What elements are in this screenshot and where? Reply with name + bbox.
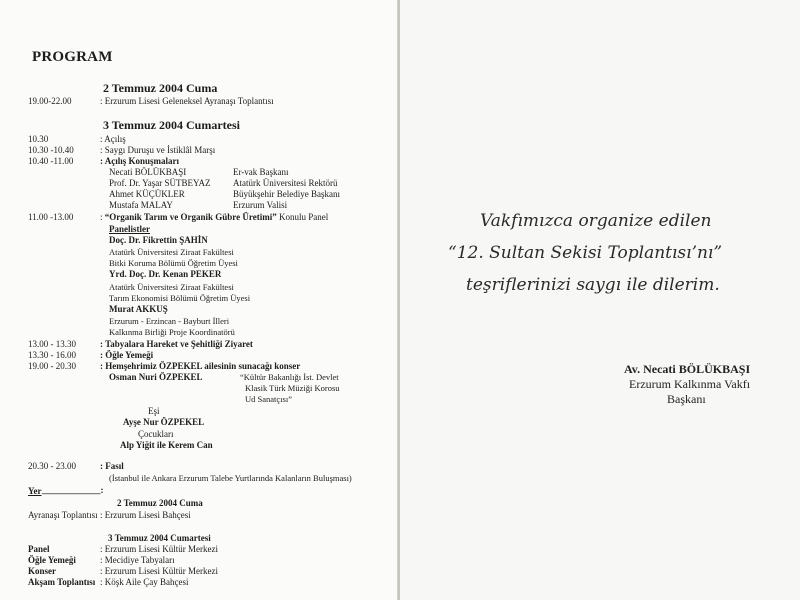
- schedule-time: 11.00 -13.00: [28, 212, 74, 222]
- schedule-event: : Açılış: [100, 134, 126, 144]
- signature-org: Erzurum Kalkınma Vakfı: [629, 377, 751, 391]
- speaker-role: Erzurum Valisi: [233, 200, 288, 210]
- panelist-name: Doç. Dr. Fikrettin ŞAHİN: [109, 235, 208, 245]
- speaker-role: Büyükşehir Belediye Başkanı: [233, 189, 340, 199]
- program-panel: [0, 0, 398, 600]
- schedule-event: : Öğle Yemeği: [100, 350, 154, 360]
- venue-place: : Erzurum Lisesi Kültür Merkezi: [100, 544, 218, 554]
- performer-name: Osman Nuri ÖZPEKEL: [109, 372, 203, 382]
- schedule-time: 13.30 - 16.00: [28, 350, 76, 360]
- children-label: Çocukları: [138, 429, 174, 439]
- schedule-event: : Tabyalara Hareket ve Şehitliği Ziyaret: [100, 339, 253, 349]
- venue-event: Panel: [28, 544, 50, 554]
- venue-event: Öğle Yemeği: [28, 555, 76, 565]
- venue-place: : Erzurum Lisesi Bahçesi: [100, 510, 191, 520]
- schedule-time: 10.30 -10.40: [28, 145, 74, 155]
- invitation-line-3: teşriflerinizi saygı ile dilerim.: [466, 275, 720, 295]
- venue-event: Akşam Toplantısı: [28, 577, 96, 587]
- panelist-detail: Atatürk Üniversitesi Ziraat Fakültesi: [109, 247, 234, 257]
- panelist-name: Yrd. Doç. Dr. Kenan PEKER: [109, 269, 222, 279]
- venue-day1-header: 2 Temmuz 2004 Cuma: [117, 498, 203, 508]
- panelist-detail: Kalkınma Birliği Proje Koordinatörü: [109, 327, 235, 337]
- schedule-time: 13.00 - 13.30: [28, 339, 76, 349]
- panelists-label: Panelistler: [109, 224, 150, 234]
- signature-name: Av. Necati BÖLÜKBAŞI: [624, 362, 751, 376]
- panelist-detail: Bitki Koruma Bölümü Öğretim Üyesi: [109, 258, 238, 268]
- day2-header: 3 Temmuz 2004 Cumartesi: [103, 118, 240, 132]
- day1-event: : Erzurum Lisesi Geleneksel Ayranaşı Toplantısı: [100, 96, 274, 106]
- schedule-time: 10.30: [28, 134, 49, 144]
- day1-header: 2 Temmuz 2004 Cuma: [103, 81, 218, 95]
- speaker-name: Prof. Dr. Yaşar SÜTBEYAZ: [109, 178, 211, 188]
- speaker-name: Ahmet KÜÇÜKLER: [109, 189, 185, 199]
- invitation-line-1: Vakfımızca organize edilen: [480, 211, 712, 231]
- venue-label: Yer: [28, 486, 42, 496]
- fasil-note: (İstanbul ile Ankara Erzurum Talebe Yurtlarında Kalanların Buluşması): [109, 473, 352, 483]
- venue-event: Konser: [28, 566, 56, 576]
- schedule-event: : Fasıl: [100, 461, 124, 471]
- venue-label-line: _____________:: [42, 485, 104, 495]
- speaker-role: Atatürk Üniversitesi Rektörü: [233, 178, 338, 188]
- schedule-time: 10.40 -11.00: [28, 156, 74, 166]
- panelist-name: Murat AKKUŞ: [109, 304, 168, 314]
- speaker-name: Mustafa MALAY: [109, 200, 173, 210]
- program-title: PROGRAM: [32, 49, 113, 65]
- speaker-name: Necati BÖLÜKBAŞI: [109, 167, 187, 177]
- esi-label: Eşi: [148, 406, 160, 416]
- schedule-event: : Hemşehrimiz ÖZPEKEL ailesinin sunacağı konser: [100, 361, 301, 371]
- speaker-role: Er-vak Başkanı: [233, 167, 289, 177]
- schedule-event: : Saygı Duruşu ve İstiklâl Marşı: [100, 145, 216, 155]
- day1-time: 19.00-22.00: [28, 96, 72, 106]
- panelist-detail: Atatürk Üniversitesi Ziraat Fakültesi: [109, 282, 234, 292]
- performer-detail: “Kültür Bakanlığı İst. Devlet: [240, 372, 339, 382]
- venue-place: : Mecidiye Tabyaları: [100, 555, 175, 565]
- performer-detail: Ud Sanatçısı”: [245, 394, 292, 404]
- children-names: Alp Yiğit ile Kerem Can: [120, 440, 213, 450]
- panel-event: : “Organik Tarım ve Organik Gübre Üretimi” Konulu Panel: [100, 212, 329, 222]
- signature-title: Başkanı: [667, 392, 706, 406]
- panelist-detail: Tarım Ekonomisi Bölümü Öğretim Üyesi: [109, 293, 251, 303]
- invitation-panel: [400, 0, 800, 600]
- invitation-line-2: “12. Sultan Sekisi Toplantısı’nı”: [448, 243, 723, 263]
- performer-detail: Klasik Türk Müziği Korosu: [245, 383, 340, 393]
- schedule-time: 20.30 - 23.00: [28, 461, 76, 471]
- venue-event: Ayranaşı Toplantısı: [28, 510, 98, 520]
- wife-name: Ayşe Nur ÖZPEKEL: [123, 417, 205, 427]
- venue-day2-header: 3 Temmuz 2004 Cumartesi: [108, 533, 211, 543]
- schedule-time: 19.00 - 20.30: [28, 361, 76, 371]
- venue-place: : Erzurum Lisesi Kültür Merkezi: [100, 566, 218, 576]
- schedule-event: : Açılış Konuşmaları: [100, 156, 180, 166]
- panelist-detail: Erzurum - Erzincan - Bayburt İlleri: [109, 316, 230, 326]
- venue-place: : Köşk Aile Çay Bahçesi: [100, 577, 189, 587]
